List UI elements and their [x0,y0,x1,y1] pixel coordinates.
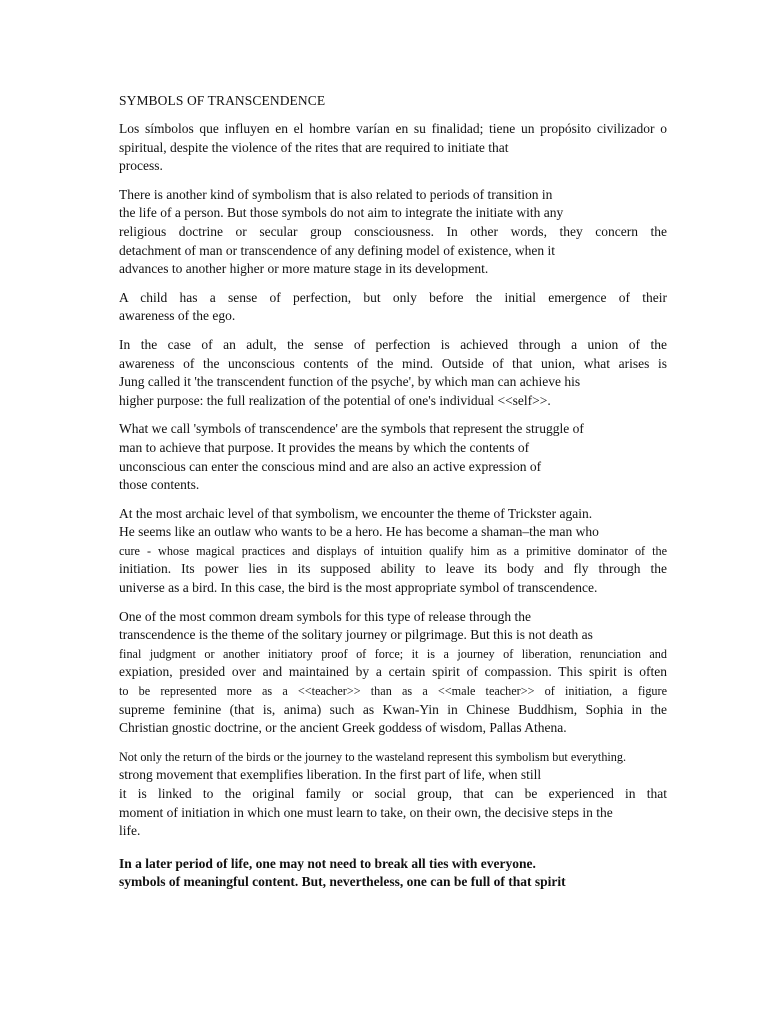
paragraph [119,748,667,841]
text-line: man to achieve that purpose. It provides the means by which the contents of [119,439,530,455]
paragraph [119,120,667,176]
text-line: awareness of the ego. [119,308,236,324]
text-line: He seems like an outlaw who wants to be a hero. He has become a shaman–the man who [119,524,599,540]
text-line: What we call 'symbols of transcendence' are the symbols that represent the struggle of [119,421,584,437]
paragraph [119,289,667,326]
text-line: symbols of meaningful content. But, nevertheless, one can be full of that spirit [119,874,566,890]
paragraph-list [119,120,667,892]
text-line: In the case of an adult, the sense of perfection is achieved through a union of the [119,336,667,352]
text-line: to be represented more as a <<teacher>> than as a <<male teacher>> of initiation, a figure [119,684,667,699]
text-line: universe as a bird. In this case, the bird is the most appropriate symbol of transcendence. [119,580,598,596]
text-line: detachment of man or transcendence of any defining model of existence, when it [119,242,555,258]
text-line: transcendence is the theme of the solitary journey or pilgrimage. But this is not death as [119,627,593,643]
text-line: One of the most common dream symbols for this type of release through the [119,608,532,624]
text-line: moment of initiation in which one must learn to take, on their own, the decisive steps in the [119,804,613,820]
text-line: awareness of the unconscious contents of the mind. Outside of that union, what arises is [119,355,667,371]
text-line: initiation. Its power lies in its supposed ability to leave its body and fly through the [119,561,667,577]
document-title: SYMBOLS OF TRANSCENDENCE [119,93,326,108]
text-line: Christian gnostic doctrine, or the ancient Greek goddess of wisdom, Pallas Athena. [119,720,567,736]
paragraph [119,608,667,738]
text-line: unconscious can enter the conscious mind and are also an active expression of [119,458,542,474]
paragraph [119,186,667,279]
text-line: There is another kind of symbolism that is also related to periods of transition in [119,186,553,202]
document-body [119,92,667,902]
text-line: In a later period of life, one may not need to break all ties with everyone. [119,855,536,871]
paragraph [119,855,667,892]
text-line: Los símbolos que influyen en el hombre varían en su finalidad; tiene un propósito civilizador o [119,121,667,136]
text-line: expiation, presided over and maintained by a certain spirit of compassion. This spirit is often [119,664,667,680]
text-line: supreme feminine (that is, anima) such as Kwan-Yin in Chinese Buddhism, Sophia in the [119,701,667,717]
text-line: process. [119,158,163,174]
text-line: life. [119,823,141,839]
text-line: A child has a sense of perfection, but only before the initial emergence of their [119,289,667,305]
text-line: final judgment or another initiatory proof of force; it is a journey of liberation, renunciation and [119,646,667,661]
text-line: those contents. [119,477,200,493]
paragraph [119,505,667,598]
text-line: At the most archaic level of that symbolism, we encounter the theme of Trickster again. [119,505,593,521]
text-line: the life of a person. But those symbols do not aim to integrate the initiate with any [119,205,564,221]
paragraph [119,336,667,410]
text-line: spiritual, despite the violence of the rites that are required to initiate that [119,139,509,155]
text-line: it is linked to the original family or social group, that can be experienced in that [119,786,667,801]
text-line: higher purpose: the full realization of the potential of one's individual <<self>>. [119,392,551,408]
text-line: religious doctrine or secular group consciousness. In other words, they concern the [119,223,667,239]
text-line: Jung called it 'the transcendent function of the psyche', by which man can achieve his [119,374,581,390]
text-line: strong movement that exemplifies liberation. In the first part of life, when still [119,767,542,783]
text-line: advances to another higher or more mature stage in its development. [119,261,489,277]
text-line: Not only the return of the birds or the journey to the wasteland represent this symbolism but everything. [119,749,627,764]
paragraph [119,420,667,494]
text-line: cure - whose magical practices and displays of intuition qualify him as a primitive dominator of the [119,543,667,558]
